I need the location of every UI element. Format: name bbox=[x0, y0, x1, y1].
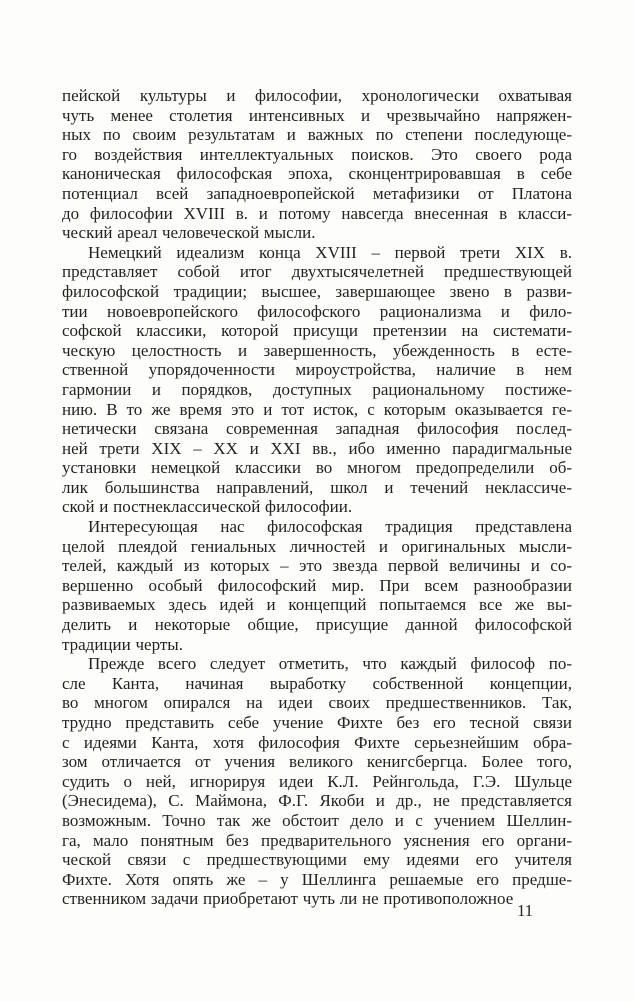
page-number: 11 bbox=[517, 901, 533, 920]
text-line: сле Канта, начиная выработку собственной концепции, bbox=[62, 673, 572, 693]
text-line: нию. В то же время это и тот исток, с которым оказывается ге- bbox=[62, 399, 572, 419]
text-line: вершенно особый философский мир. При всем разнообразии bbox=[62, 575, 572, 595]
text-line: лик большинства направлений, школ и течений неклассиче- bbox=[62, 477, 572, 497]
text-line: возможным. Точно так же обстоит дело и с учением Шеллин- bbox=[62, 810, 572, 830]
text-line: представляет собой итог двухтысячелетней предшествующей bbox=[62, 262, 572, 282]
text-line: зом отличается от учения великого кенигсбергца. Более того, bbox=[62, 752, 572, 772]
text-line: га, мало понятным без предварительного уяснения его органи- bbox=[62, 830, 572, 850]
text-line: ской и постнеклассической философии. bbox=[62, 497, 353, 517]
text-line: ческой связи с предшествующими ему идеями его учителя bbox=[62, 850, 572, 870]
text-line: пейской культуры и философии, хронологически охватывая bbox=[62, 86, 572, 105]
text-line: нетически связана современная западная философия послед- bbox=[62, 419, 572, 439]
text-line: ственником задачи приобретают чуть ли не противоположное bbox=[62, 889, 514, 909]
text-line: традиции черты. bbox=[62, 634, 183, 654]
text-line: ных по своим результатам и важных по степени последующе- bbox=[62, 125, 572, 145]
text-line: делить и некоторые общие, присущие данной философской bbox=[62, 615, 572, 635]
text-line: (Энесидема), С. Маймона, Ф.Г. Якоби и др., не представляется bbox=[62, 791, 572, 811]
text-line: Немецкий идеализм конца XVIII – первой трети XIX в. bbox=[88, 242, 572, 262]
text-line: потенциал всей западноевропейской метафизики от Платона bbox=[62, 183, 572, 203]
text-line: гармонии и порядков, доступных рациональному постиже- bbox=[62, 379, 572, 399]
text-block bbox=[62, 86, 572, 909]
text-line: философской традиции; высшее, завершающее звено в разви- bbox=[62, 281, 572, 301]
text-line: Прежде всего следует отметить, что каждый философ по- bbox=[88, 654, 572, 674]
text-line: Фихте. Хотя опять же – у Шеллинга решаемые его предше- bbox=[62, 869, 572, 889]
text-line: го воздействия интеллектуальных поисков. Это своего рода bbox=[62, 144, 572, 164]
paragraph bbox=[62, 243, 572, 517]
text-line: ственной упорядоченности мироустройства, наличие в нем bbox=[62, 360, 572, 380]
text-line: телей, каждый из которых – это звезда первой величины и со- bbox=[62, 556, 572, 576]
text-line: чуть менее столетия интенсивных и чрезвычайно напряжен- bbox=[62, 105, 572, 125]
paragraph bbox=[62, 517, 572, 654]
text-line: ческую целостность и завершенность, убежденность в есте- bbox=[62, 340, 572, 360]
paragraph bbox=[62, 86, 572, 243]
text-line: Интересующая нас философская традиция представлена bbox=[88, 517, 572, 537]
paragraph bbox=[62, 654, 572, 909]
text-line: во многом опирался на идеи своих предшественников. Так, bbox=[62, 693, 572, 713]
text-line: ней трети XIX – XX и XXI вв., ибо именно парадигмальные bbox=[62, 438, 572, 458]
text-line: с идеями Канта, хотя философия Фихте серьезнейшим обра- bbox=[62, 732, 572, 752]
text-line: каноническая философская эпоха, сконцентрировавшая в себе bbox=[62, 164, 572, 184]
text-line: ческий ареал человеческой мысли. bbox=[62, 223, 316, 243]
text-line: целой плеядой гениальных личностей и оригинальных мысли- bbox=[62, 536, 572, 556]
text-line: трудно представить себе учение Фихте без его тесной связи bbox=[62, 713, 572, 732]
text-line: до философии XVIII в. и потому навсегда внесенная в класси- bbox=[62, 203, 572, 223]
text-line: софской классики, которой присущи претензии на системати- bbox=[62, 321, 572, 341]
text-line: развиваемых здесь идей и концепций попытаемся все же вы- bbox=[62, 595, 572, 615]
text-line: тии новоевропейского философского рационализма и фило- bbox=[62, 301, 572, 321]
text-line: установки немецкой классики во многом предопределили об- bbox=[62, 458, 572, 478]
text-line: судить о ней, игнорируя идеи К.Л. Рейнгольда, Г.Э. Шульце bbox=[62, 771, 572, 791]
